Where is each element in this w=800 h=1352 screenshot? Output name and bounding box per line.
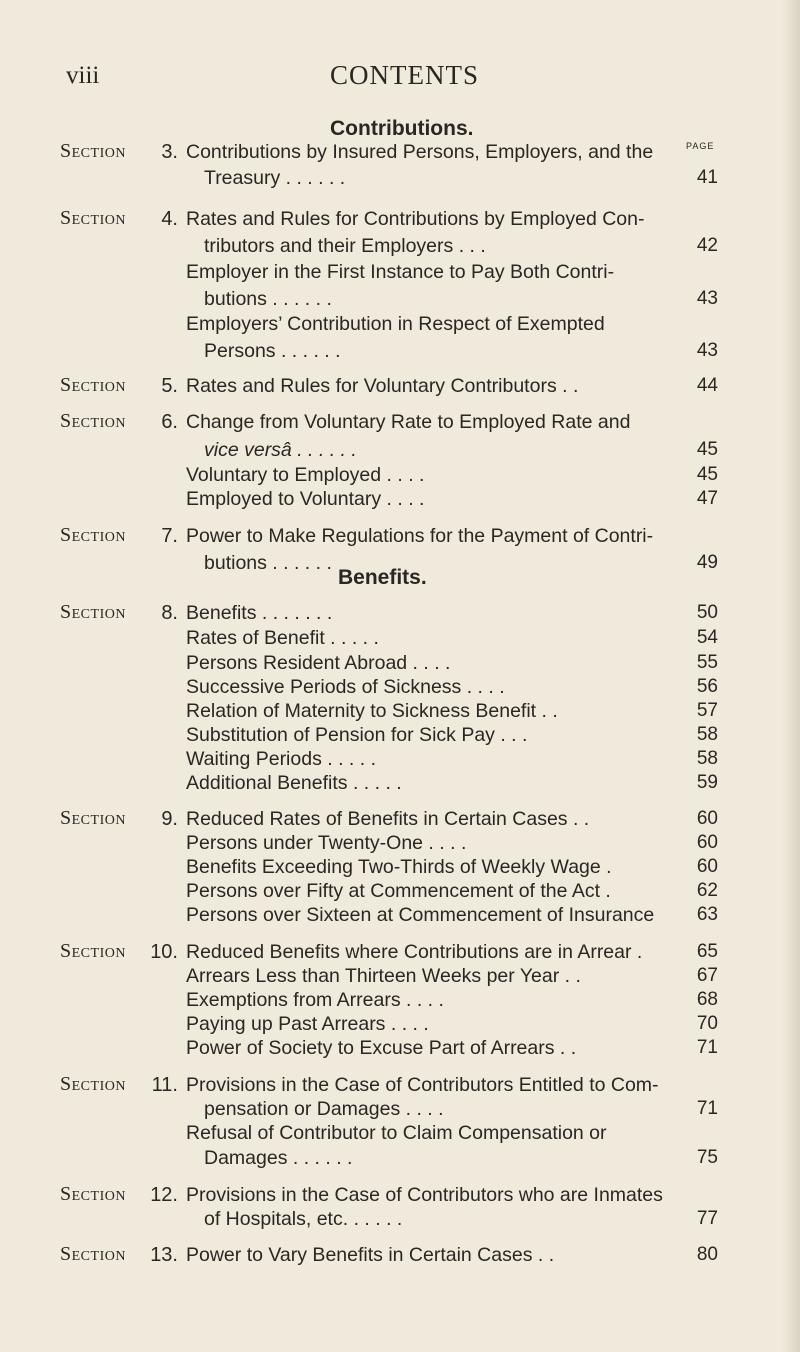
entry-subtitle: Additional Benefits . . . . . xyxy=(186,772,402,794)
page-ref: 41 xyxy=(696,167,718,188)
page-ref: 71 xyxy=(696,1098,718,1119)
entry-subtitle: of Hospitals, etc. . . . . . xyxy=(204,1208,403,1230)
page-ref: 45 xyxy=(696,464,718,485)
page-ref: 58 xyxy=(696,724,718,745)
page-ref: 59 xyxy=(696,772,718,793)
page-ref: 43 xyxy=(696,340,718,361)
page-ref: 80 xyxy=(696,1244,718,1265)
section-number: 6. xyxy=(161,411,178,433)
entry-subtitle: Employers’ Contribution in Respect of Exempted xyxy=(186,313,605,335)
entry-title: Power to Vary Benefits in Certain Cases . . xyxy=(186,1244,555,1266)
page-ref: 63 xyxy=(696,904,718,925)
entry-subtitle: Benefits Exceeding Two-Thirds of Weekly Wage . xyxy=(186,856,612,878)
entry-title: Benefits . . . . . . . xyxy=(186,602,333,624)
page-ref: 62 xyxy=(696,880,718,901)
entry-subtitle: Refusal of Contributor to Claim Compensation or xyxy=(186,1122,607,1144)
entry-title: Change from Voluntary Rate to Employed Rate and xyxy=(186,411,631,433)
page-number: viii xyxy=(66,62,100,89)
entry-subtitle: Damages . . . . . . xyxy=(204,1147,353,1169)
page-ref: 65 xyxy=(696,941,718,962)
page-ref: 60 xyxy=(696,856,718,877)
page-ref: 70 xyxy=(696,1013,718,1034)
page-ref: 56 xyxy=(696,676,718,697)
entry-subtitle: Rates of Benefit . . . . . xyxy=(186,627,379,649)
entry-title: Rates and Rules for Voluntary Contributors . . xyxy=(186,375,579,397)
entry-subtitle: Persons over Sixteen at Commencement of Insurance xyxy=(186,904,655,926)
entry-subtitle: Relation of Maternity to Sickness Benefit . . xyxy=(186,700,558,722)
page-ref: 45 xyxy=(696,439,718,460)
entry-title: Reduced Benefits where Contributions are in Arrear . xyxy=(186,941,643,963)
entry-title: Power to Make Regulations for the Payment of Contri- xyxy=(186,525,654,547)
entry-title: Contributions by Insured Persons, Employers, and the xyxy=(186,141,654,163)
entry-subtitle: Paying up Past Arrears . . . . xyxy=(186,1013,429,1035)
page-ref: 75 xyxy=(696,1147,718,1168)
entry-title: Provisions in the Case of Contributors who are Inmates xyxy=(186,1184,663,1206)
entry-subtitle: Voluntary to Employed . . . . xyxy=(186,464,425,486)
section-label: Section xyxy=(60,1243,126,1265)
section-label: Section xyxy=(60,1183,126,1205)
heading-benefits: Benefits. xyxy=(338,566,427,589)
section-number: 10. xyxy=(150,941,178,963)
section-label: Section xyxy=(60,807,126,829)
page-ref: 43 xyxy=(696,288,718,309)
entry-subtitle: Persons Resident Abroad . . . . xyxy=(186,652,451,674)
page-ref: 60 xyxy=(696,832,718,853)
page-ref: 49 xyxy=(696,552,718,573)
entry-title: Provisions in the Case of Contributors Entitled to Com- xyxy=(186,1074,659,1096)
section-label: Section xyxy=(60,140,126,162)
entry-subtitle: pensation or Damages . . . . xyxy=(204,1098,444,1120)
page-ref: 50 xyxy=(696,602,718,623)
running-head: CONTENTS xyxy=(330,60,479,90)
entry-title: Reduced Rates of Benefits in Certain Cases . . xyxy=(186,808,590,830)
page-ref: 68 xyxy=(696,989,718,1010)
section-number: 5. xyxy=(161,375,178,397)
section-number: 4. xyxy=(161,208,178,230)
page-ref: 42 xyxy=(696,235,718,256)
entry-subtitle: Persons . . . . . . xyxy=(204,340,341,362)
page-ref: 71 xyxy=(696,1037,718,1058)
entry-subtitle: vice versâ . . . . . . xyxy=(204,439,357,461)
page-ref: 55 xyxy=(696,652,718,673)
entry-subtitle: tributors and their Employers . . . xyxy=(204,235,486,257)
page-column-label: PAGE xyxy=(686,141,715,151)
entry-subtitle: Employer in the First Instance to Pay Both Contri- xyxy=(186,261,615,283)
section-number: 12. xyxy=(150,1184,178,1206)
entry-subtitle: Successive Periods of Sickness . . . . xyxy=(186,676,505,698)
entry-subtitle: Power of Society to Excuse Part of Arrears . . xyxy=(186,1037,577,1059)
section-label: Section xyxy=(60,410,126,432)
entry-subtitle: Waiting Periods . . . . . xyxy=(186,748,377,770)
entry-subtitle: butions . . . . . . xyxy=(204,288,332,310)
page-ref: 54 xyxy=(696,627,718,648)
heading-contributions: Contributions. xyxy=(330,117,474,140)
section-label: Section xyxy=(60,940,126,962)
section-number: 3. xyxy=(161,141,178,163)
entry-subtitle: Exemptions from Arrears . . . . xyxy=(186,989,444,1011)
entry-subtitle: Persons under Twenty-One . . . . xyxy=(186,832,467,854)
section-label: Section xyxy=(60,374,126,396)
section-label: Section xyxy=(60,601,126,623)
section-number: 7. xyxy=(161,525,178,547)
page-ref: 57 xyxy=(696,700,718,721)
entry-title: Rates and Rules for Contributions by Employed Con- xyxy=(186,208,645,230)
section-number: 13. xyxy=(150,1244,178,1266)
section-label: Section xyxy=(60,207,126,229)
section-label: Section xyxy=(60,524,126,546)
entry-subtitle: Persons over Fifty at Commencement of the Act . xyxy=(186,880,611,902)
page-ref: 47 xyxy=(696,488,718,509)
page-ref: 60 xyxy=(696,808,718,829)
section-label: Section xyxy=(60,1073,126,1095)
entry-subtitle: butions . . . . . . xyxy=(204,552,332,574)
page-ref: 67 xyxy=(696,965,718,986)
page-ref: 77 xyxy=(696,1208,718,1229)
entry-subtitle: Employed to Voluntary . . . . xyxy=(186,488,425,510)
entry-subtitle: Treasury . . . . . . xyxy=(204,167,346,189)
section-number: 11. xyxy=(151,1074,178,1096)
page-edge-shadow xyxy=(782,0,800,1352)
page-ref: 44 xyxy=(696,375,718,396)
page-ref: 58 xyxy=(696,748,718,769)
section-number: 9. xyxy=(161,808,178,830)
entry-subtitle: Substitution of Pension for Sick Pay . . . xyxy=(186,724,528,746)
section-number: 8. xyxy=(161,602,178,624)
entry-subtitle: Arrears Less than Thirteen Weeks per Year . . xyxy=(186,965,581,987)
